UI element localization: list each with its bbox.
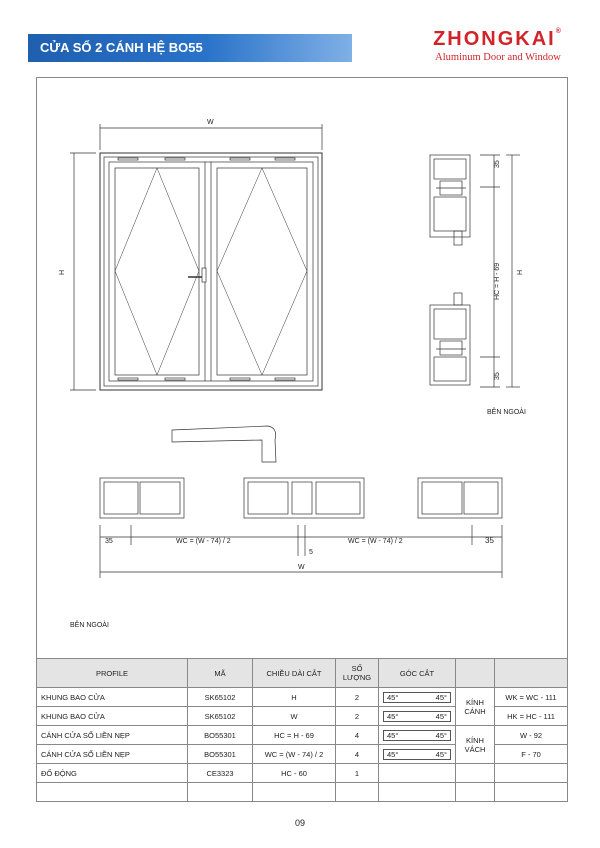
dim-hc: HC = H - 69 <box>494 262 501 300</box>
cutting-table <box>36 658 568 802</box>
col-cut-length: CHIỀU DÀI CẮT <box>253 659 336 688</box>
dim-wc-left: WC = (W - 74) / 2 <box>176 538 231 545</box>
dim-35-bottom: 35 <box>494 372 501 380</box>
dim-35-left: 35 <box>105 538 113 545</box>
table-row: KHUNG BAO CỬA SK65102 H 2 45° 45° KÍNH CÁNH WK = WC - 111 <box>37 688 568 707</box>
window-elevation <box>100 153 322 390</box>
dim-h-right: H <box>517 269 524 275</box>
angle-cell: 45° 45° <box>379 707 456 726</box>
brand-reg: ® <box>555 28 563 35</box>
outside-label-bottom: BÊN NGOÀI <box>70 622 109 629</box>
elevation-dimensions <box>59 119 322 390</box>
page-title: CỬA SỔ 2 CÁNH HỆ BO55 <box>40 40 203 55</box>
page-number: 09 <box>294 818 305 828</box>
col-cut-angle: GÓC CẮT <box>379 659 456 688</box>
dim-w-bottom: W <box>298 564 305 571</box>
dim-35-right: 35 <box>485 536 494 545</box>
table-row <box>37 783 568 802</box>
table-header-row <box>37 659 568 688</box>
dim-wc-right: WC = (W - 74) / 2 <box>348 538 403 545</box>
angle-cell: 45° 45° <box>379 745 456 764</box>
brand-name: ZHONGKAI <box>433 28 556 50</box>
outside-label-right: BÊN NGOÀI <box>487 409 526 416</box>
table-row: KHUNG BAO CỬA SK65102 W 2 45° 45° HK = HC - 111 <box>37 707 568 726</box>
dim-h-left: H <box>59 269 66 275</box>
dim-35-top: 35 <box>494 160 501 168</box>
glass-canh-label: KÍNH CÁNH <box>456 688 495 726</box>
angle-cell: 45° 45° <box>379 726 456 745</box>
table-row: ĐỐ ĐỘNG CE3323 HC - 60 1 <box>37 764 568 783</box>
col-profile: PROFILE <box>37 659 188 688</box>
vertical-section <box>430 155 526 416</box>
table-row: CÁNH CỬA SỔ LIỀN NẸP BO55301 WC = (W - 74) / 2 4 45° 45° F - 70 <box>37 745 568 764</box>
table-row: CÁNH CỬA SỔ LIỀN NẸP BO55301 HC = H - 69 4 45° 45° KÍNH VÁCH W - 92 <box>37 726 568 745</box>
dim-w-top: W <box>207 119 214 126</box>
angle-cell: 45° 45° <box>379 688 456 707</box>
brand-subtitle: Aluminum Door and Window <box>435 52 561 63</box>
col-qty: SỐ LƯỢNG <box>336 659 379 688</box>
col-code: MÃ <box>188 659 253 688</box>
dim-5: 5 <box>309 549 313 556</box>
horizontal-section <box>70 426 502 629</box>
glass-vach-label: KÍNH VÁCH <box>456 726 495 764</box>
